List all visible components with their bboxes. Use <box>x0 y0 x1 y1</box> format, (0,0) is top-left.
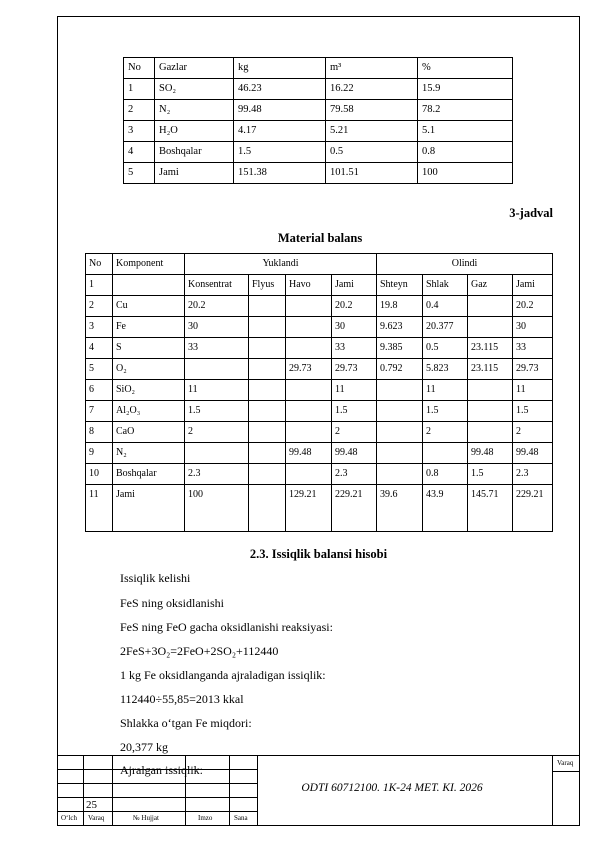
table-cell: 2.3 <box>332 464 377 485</box>
table-row <box>86 338 553 359</box>
table-cell: 3 <box>124 121 155 142</box>
table-header-cell: m³ <box>326 58 418 79</box>
table-cell <box>249 296 286 317</box>
table-cell: 1.5 <box>423 401 468 422</box>
body-line: 112440÷55,85=2013 kkal <box>120 692 244 706</box>
table-row <box>86 464 553 485</box>
table-cell: SiO₂ <box>113 380 185 401</box>
table-cell <box>286 422 332 443</box>
body-line: Issiqlik kelishi <box>120 571 191 585</box>
table-cell: Boshqalar <box>155 142 234 163</box>
table-cell <box>249 317 286 338</box>
table-header-cell: % <box>418 58 513 79</box>
body-line: 1 kg Fe oksidlanganda ajraladigan issiqlik: <box>120 668 326 682</box>
table-header-cell: Olindi <box>377 254 553 275</box>
table-cell: 2.3 <box>513 464 553 485</box>
table-cell: 1.5 <box>513 401 553 422</box>
table-cell: 2 <box>124 100 155 121</box>
section-heading: 2.3. Issiqlik balansi hisobi <box>249 547 388 561</box>
table-cell <box>286 317 332 338</box>
table-header-cell: Jami <box>332 275 377 296</box>
table-cell: 19.8 <box>377 296 423 317</box>
table-row <box>124 142 513 163</box>
table-cell: 1.5 <box>468 464 513 485</box>
table-header-cell: Gazlar <box>155 58 234 79</box>
table-cell: 145.71 <box>468 485 513 532</box>
table-cell: 7 <box>86 401 113 422</box>
table-cell: 33 <box>513 338 553 359</box>
table-number-label: 3-jadval <box>509 206 553 220</box>
table-cell: 1.5 <box>332 401 377 422</box>
table-cell: 2 <box>513 422 553 443</box>
table-cell <box>286 296 332 317</box>
body-line: Ajralgan issiqlik: <box>120 763 203 777</box>
table-cell: 0.5 <box>326 142 418 163</box>
stamp-line <box>57 797 257 798</box>
table-cell: Al₂O₃ <box>113 401 185 422</box>
stamp-line <box>112 755 113 826</box>
table-row <box>124 100 513 121</box>
table-header-cell: Komponent <box>113 254 185 275</box>
table-row <box>86 296 553 317</box>
table-header-cell: 1 <box>86 275 113 296</box>
stamp-line <box>57 783 257 784</box>
table-cell: 15.9 <box>418 79 513 100</box>
table-cell <box>377 443 423 464</box>
stamp-line <box>83 755 84 826</box>
table-cell: 9.385 <box>377 338 423 359</box>
table-cell <box>468 296 513 317</box>
table-cell <box>286 380 332 401</box>
table-cell: 99.48 <box>234 100 326 121</box>
table-header-row <box>86 275 553 296</box>
table-row <box>86 317 553 338</box>
table-cell: 99.48 <box>468 443 513 464</box>
table-cell: 20.2 <box>185 296 249 317</box>
stamp-col-label: Varaq <box>88 814 105 822</box>
table-cell: 4.17 <box>234 121 326 142</box>
stamp-line <box>57 811 257 812</box>
table-cell: 2.3 <box>185 464 249 485</box>
table-cell: 11 <box>513 380 553 401</box>
table-cell: 39.6 <box>377 485 423 532</box>
table-cell: 46.23 <box>234 79 326 100</box>
table-cell: 6 <box>86 380 113 401</box>
table-cell <box>377 401 423 422</box>
table-cell: 30 <box>332 317 377 338</box>
table-cell: 9.623 <box>377 317 423 338</box>
table-cell <box>249 338 286 359</box>
table-cell: 30 <box>185 317 249 338</box>
table-header-cell: Jami <box>513 275 553 296</box>
table-cell: 23.115 <box>468 338 513 359</box>
table-cell: 2 <box>332 422 377 443</box>
table-cell: 0.792 <box>377 359 423 380</box>
table-row <box>86 443 553 464</box>
table-cell <box>249 443 286 464</box>
table-cell: 9 <box>86 443 113 464</box>
table-header-cell: Yuklandi <box>185 254 377 275</box>
table-header-cell: kg <box>234 58 326 79</box>
table-cell: N₂ <box>155 100 234 121</box>
table-cell: 5.823 <box>423 359 468 380</box>
table-cell: 11 <box>332 380 377 401</box>
table-cell: 2 <box>423 422 468 443</box>
table-row <box>86 401 553 422</box>
stamp-line <box>185 755 186 826</box>
table-header-cell: Havo <box>286 275 332 296</box>
table-cell: 229.21 <box>513 485 553 532</box>
table-header-cell: Gaz <box>468 275 513 296</box>
table-cell: 101.51 <box>326 163 418 184</box>
table-cell <box>468 317 513 338</box>
table-row <box>124 163 513 184</box>
table-cell: N₂ <box>113 443 185 464</box>
table-cell: 30 <box>513 317 553 338</box>
table-cell <box>185 443 249 464</box>
table-cell: 151.38 <box>234 163 326 184</box>
stamp-line <box>229 755 230 826</box>
stamp-col-label: O‘lch <box>61 814 77 822</box>
table-cell: 10 <box>86 464 113 485</box>
body-line: 2FeS+3O₂=2FeO+2SO₂+112440 <box>120 644 279 658</box>
stamp-line <box>552 755 553 826</box>
table-cell: 129.21 <box>286 485 332 532</box>
table-cell: 0.8 <box>423 464 468 485</box>
table-cell: 79.58 <box>326 100 418 121</box>
table-cell: 29.73 <box>332 359 377 380</box>
table-cell <box>377 464 423 485</box>
table-cell: 1 <box>124 79 155 100</box>
table-cell: 78.2 <box>418 100 513 121</box>
table-cell <box>468 380 513 401</box>
table-cell: 1.5 <box>185 401 249 422</box>
table-cell: 8 <box>86 422 113 443</box>
table-cell <box>377 380 423 401</box>
table-cell: 100 <box>418 163 513 184</box>
sheet-label: Varaq <box>557 759 574 767</box>
table-cell: SO₂ <box>155 79 234 100</box>
table-cell: 11 <box>185 380 249 401</box>
table-cell: Jami <box>155 163 234 184</box>
table-cell: 3 <box>86 317 113 338</box>
table-header-cell: Shlak <box>423 275 468 296</box>
body-line: FeS ning FeO gacha oksidlanishi reaksiyasi: <box>120 620 333 634</box>
table-row <box>86 422 553 443</box>
document-code: ODTI 60712100. 1K-24 MET. KI. 2026 <box>301 782 483 794</box>
table-cell: 100 <box>185 485 249 532</box>
table-cell: 29.73 <box>513 359 553 380</box>
table-row <box>124 79 513 100</box>
table-cell: 5.1 <box>418 121 513 142</box>
table-cell: 99.48 <box>286 443 332 464</box>
table-cell <box>249 401 286 422</box>
table-cell: 0.4 <box>423 296 468 317</box>
title-block <box>57 755 580 826</box>
table-cell: Fe <box>113 317 185 338</box>
body-line: 20,377 kg <box>120 740 168 754</box>
table-cell <box>468 422 513 443</box>
table-cell <box>286 401 332 422</box>
body-line: FeS ning oksidlanishi <box>120 596 225 610</box>
table-row <box>86 359 553 380</box>
stamp-line <box>57 755 580 756</box>
stamp-line <box>552 771 580 772</box>
table-cell: 0.5 <box>423 338 468 359</box>
table-cell: 29.73 <box>286 359 332 380</box>
table-cell: 4 <box>86 338 113 359</box>
table-cell: 5 <box>86 359 113 380</box>
table-cell <box>249 464 286 485</box>
table-cell: 2 <box>185 422 249 443</box>
table-cell: O₂ <box>113 359 185 380</box>
table-cell: Cu <box>113 296 185 317</box>
table-header-cell <box>113 275 185 296</box>
table-header-cell: No <box>124 58 155 79</box>
table-cell: 20.2 <box>513 296 553 317</box>
table-cell: 99.48 <box>513 443 553 464</box>
table-cell: 0.8 <box>418 142 513 163</box>
table-header-row <box>86 254 553 275</box>
table-cell <box>286 464 332 485</box>
table-cell <box>286 338 332 359</box>
table-cell: H₂O <box>155 121 234 142</box>
table-header-row <box>124 58 513 79</box>
gas-table <box>123 57 513 184</box>
table-cell: 4 <box>124 142 155 163</box>
table-cell: CaO <box>113 422 185 443</box>
table-cell: 11 <box>423 380 468 401</box>
table-cell: 33 <box>332 338 377 359</box>
table-cell: Boshqalar <box>113 464 185 485</box>
table-cell <box>377 422 423 443</box>
table-cell <box>185 359 249 380</box>
table-cell: 1.5 <box>234 142 326 163</box>
table-cell: 5.21 <box>326 121 418 142</box>
table-cell: 11 <box>86 485 113 532</box>
table-cell <box>249 380 286 401</box>
table-header-cell: No <box>86 254 113 275</box>
table-row <box>86 380 553 401</box>
table-cell: Jami <box>113 485 185 532</box>
table-cell: 5 <box>124 163 155 184</box>
table-cell: 43.9 <box>423 485 468 532</box>
stamp-col-label: Imzo <box>198 814 213 822</box>
table-header-cell: Flyus <box>249 275 286 296</box>
table-cell <box>468 401 513 422</box>
table-cell <box>423 443 468 464</box>
table-header-cell: Konsentrat <box>185 275 249 296</box>
table-cell: 33 <box>185 338 249 359</box>
table-cell: S <box>113 338 185 359</box>
table-cell: 16.22 <box>326 79 418 100</box>
table-cell: 99.48 <box>332 443 377 464</box>
table-row <box>86 485 553 532</box>
stamp-line <box>57 769 257 770</box>
material-balance-table <box>85 253 553 532</box>
table-cell: 2 <box>86 296 113 317</box>
table-cell <box>249 485 286 532</box>
table-row <box>124 121 513 142</box>
table-cell: 20.2 <box>332 296 377 317</box>
table-cell: 229.21 <box>332 485 377 532</box>
table-title: Material balans <box>277 231 363 245</box>
table-header-cell: Shteyn <box>377 275 423 296</box>
page-number: 25 <box>86 799 97 811</box>
table-cell: 23.115 <box>468 359 513 380</box>
body-line: Shlakka o‘tgan Fe miqdori: <box>120 716 252 730</box>
stamp-col-label: Sana <box>234 814 248 822</box>
table-cell <box>249 422 286 443</box>
stamp-col-label: № Hujjat <box>133 814 159 822</box>
table-cell: 20.377 <box>423 317 468 338</box>
table-cell <box>249 359 286 380</box>
